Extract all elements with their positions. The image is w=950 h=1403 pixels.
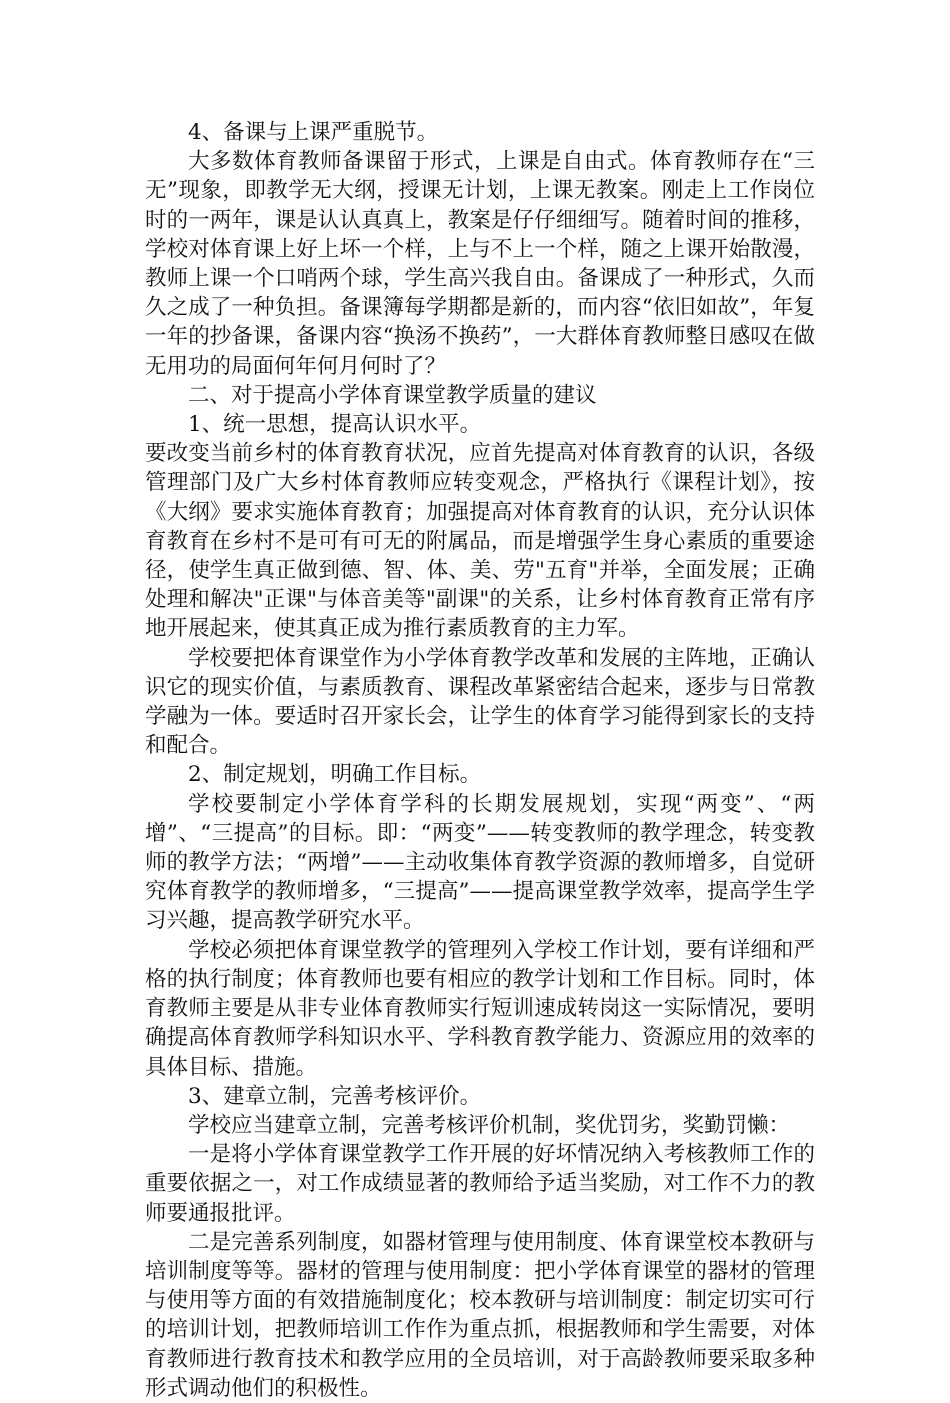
document-page: [145, 118, 815, 1403]
paragraph-8: 一是将小学体育课堂教学工作开展的好坏情况纳入考核教师工作的重要依据之一，对工作成绩显著的教师给予适当奖励，对工作不力的教师要通报批评。: [145, 1142, 815, 1226]
section-heading: 二、对于提高小学体育课堂教学质量的建议: [188, 382, 597, 408]
paragraph-7: 学校应当建章立制，完善考核评价机制，奖优罚劣，奖勤罚懒：: [188, 1112, 791, 1138]
paragraph-2: 大多数体育教师备课留于形式，上课是自由式。体育教师存在“三无”现象，即教学无大纲，授课无计划，上课无教案。刚走上工作岗位时的一两年，课是认认真真上，教案是仔仔细细写。随着时间的推移，学校对体育课上好上坏一个样，上与不上一个样，随之上课开始散漫，教师上课一个口哨两个球，学生高兴我自由。备课成了一种形式，久而久之成了一种负担。备课簿每学期都是新的，而内容“依旧如故”，年复一年的抄备课，备课内容“换汤不换药”，一大群体育教师整日感叹在做无用功的局面何年何月何时了？: [145, 149, 815, 379]
paragraph-1: 4、备课与上课严重脱节。: [188, 120, 439, 145]
paragraph-9: 二是完善系列制度，如器材管理与使用制度、体育课堂校本教研与培训制度等等。器材的管理与使用制度：把小学体育课堂的器材的管理与使用等方面的有效措施制度化；校本教研与培训制度：制定切实可行的培训计划，把教师培训工作作为重点抓，根据教师和学生需要，对体育教师进行教育技术和教学应用的全员培训，对于高龄教师要采取多种形式调动他们的积极性。: [145, 1229, 815, 1401]
subheading-2: 2、制定规划，明确工作目标。: [188, 762, 482, 788]
paragraph-3: 要改变当前乡村的体育教育状况，应首先提高对体育教育的认识，各级管理部门及广大乡村体育教师应转变观念，严格执行《课程计划》，按《大纲》要求实施体育教育；加强提高对体育教育的认识，充分认识体育教育在乡村不是可有可无的附属品，而是增强学生身心素质的重要途径，使学生真正做到德、智、体、美、劳"五育"并举，全面发展；正确处理和解决"正课"与体音美等"副课"的关系，让乡村体育教育正常有序地开展起来，使其真正成为推行素质教育的主力军。: [145, 441, 815, 642]
paragraph-4: 学校要把体育课堂作为小学体育教学改革和发展的主阵地，正确认识它的现实价值，与素质教育、课程改革紧密结合起来，逐步与日常教学融为一体。要适时召开家长会，让学生的体育学习能得到家长的支持和配合。: [145, 645, 815, 759]
subheading-3: 3、建章立制，完善考核评价。: [188, 1083, 482, 1109]
paragraph-5: 学校要制定小学体育学科的长期发展规划，实现“两变”、“两增”、“三提高”的目标。即：“两变”——转变教师的教学理念，转变教师的教学方法；“两增”——主动收集体育教学资源的教师增多，自觉研究体育教学的教师增多，“三提高”——提高课堂教学效率，提高学生学习兴趣，提高教学研究水平。: [145, 791, 815, 934]
paragraph-6: 学校必须把体育课堂教学的管理列入学校工作计划，要有详细和严格的执行制度；体育教师也要有相应的教学计划和工作目标。同时，体育教师主要是从非专业体育教师实行短训速成转岗这一实际情况，要明确提高体育教师学科知识水平、学科教育教学能力、资源应用的效率的具体目标、措施。: [145, 937, 815, 1080]
subheading-1: 1、统一思想，提高认识水平。: [188, 412, 482, 438]
